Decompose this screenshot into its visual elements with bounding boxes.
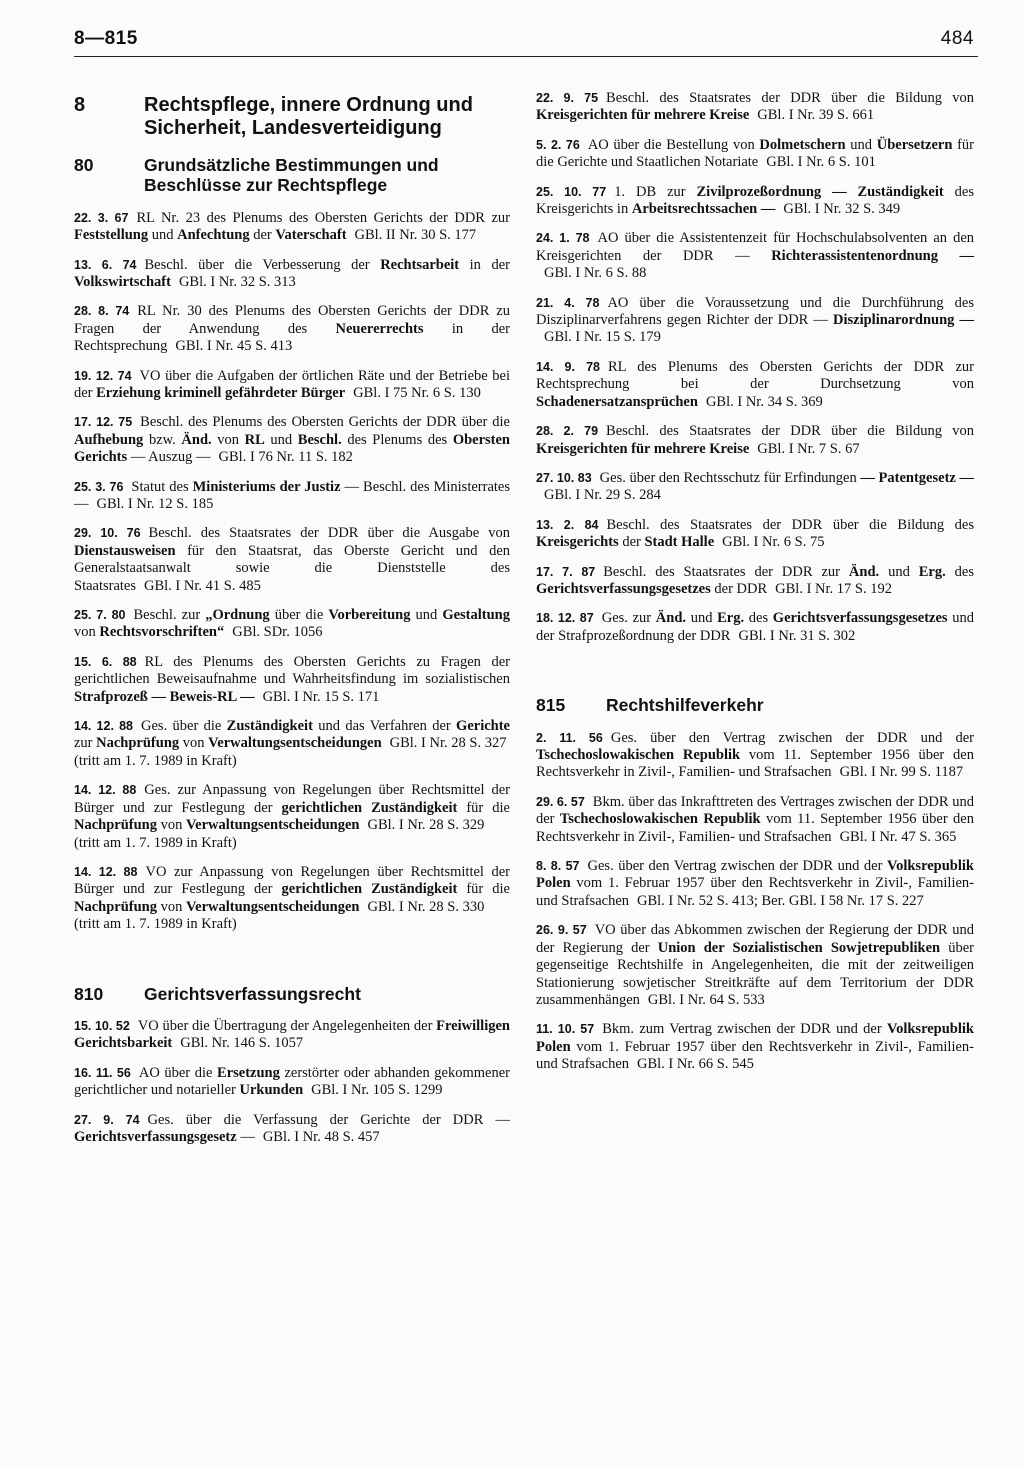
gazette-reference: GBl. I Nr. 7 S. 67 xyxy=(757,440,860,457)
entry-keyword: Feststellung xyxy=(74,227,149,244)
entry-keyword: Union der Sozialistischen Sowjetrepubliken xyxy=(657,939,941,956)
entry-text: VO über das Abkommen zwischen der Regierung der DDR und der Regierung der xyxy=(536,922,974,956)
entry-keyword: Kreisgerichts xyxy=(536,534,619,551)
entry-date: 27. 9. 74 xyxy=(74,1112,140,1127)
section-title: Rechtshilfeverkehr xyxy=(606,695,764,716)
legal-entry xyxy=(536,1021,974,1073)
entry-text: VO über die Übertragung der Angelegenheiten der xyxy=(137,1018,437,1034)
entry-text: Beschl. des Staatsrates der DDR zur xyxy=(603,563,849,580)
running-head-section: 8—815 xyxy=(74,28,138,49)
entry-date: 29. 6. 57 xyxy=(536,794,585,809)
entry-text: RL des Plenums des Obersten Gerichts der DDR zur Rechtsprechung bei der Durchsetzung von xyxy=(536,358,974,393)
entry-text: Bkm. zum Vertrag zwischen der DDR und der xyxy=(602,1021,887,1038)
entry-text: des xyxy=(945,563,974,580)
legal-entry xyxy=(536,184,974,219)
entry-keyword: RL xyxy=(244,431,265,448)
entry-date: 8. 8. 57 xyxy=(536,859,580,874)
entry-text: AO über die xyxy=(138,1064,218,1081)
entry-text: Beschl. des Staatsrates der DDR über die Bildung von xyxy=(606,423,975,440)
entry-text: und xyxy=(879,563,919,580)
section-heading-815 xyxy=(536,695,974,715)
left-column xyxy=(74,90,510,1158)
entry-keyword: Kreisgerichten für mehrere Kreise xyxy=(536,440,750,457)
entry-keyword: Volksrepublik Polen xyxy=(536,1021,974,1055)
entry-keyword: Strafprozeß — Beweis-RL — xyxy=(74,688,255,705)
entry-keyword: Zuständigkeit xyxy=(226,718,313,735)
effective-date-note: (tritt am 1. 7. 1989 in Kraft) xyxy=(74,834,237,851)
entry-text: von xyxy=(157,898,186,915)
entry-date: 11. 10. 57 xyxy=(536,1022,595,1037)
entry-text: in der Rechtsprechung xyxy=(74,320,510,355)
legal-entry xyxy=(74,864,510,934)
entry-keyword: — Patentgesetz — xyxy=(860,469,974,486)
entry-keyword: Rechtsvorschriften“ xyxy=(99,624,225,641)
gazette-reference: GBl. I Nr. 48 S. 457 xyxy=(262,1129,380,1146)
effective-date-note: (tritt am 1. 7. 1989 in Kraft) xyxy=(74,916,237,933)
entry-text: RL Nr. 30 des Plenums des Obersten Gerichts der DDR zu Fragen der Anwendung des xyxy=(74,303,510,337)
gazette-reference: GBl. I Nr. 6 S. 101 xyxy=(766,154,876,171)
entry-keyword: Ministeriums der Justiz xyxy=(192,478,341,495)
entry-date: 2. 11. 56 xyxy=(536,730,603,745)
legal-entry xyxy=(536,517,974,552)
entry-keyword: Anfechtung xyxy=(177,227,250,244)
entry-date: 19. 12. 74 xyxy=(74,368,132,383)
entry-date: 5. 2. 76 xyxy=(536,137,580,152)
gazette-reference: GBl. I Nr. 6 S. 88 xyxy=(544,265,647,282)
entry-text: zur xyxy=(74,735,97,752)
entry-keyword: Arbeitsrechtssachen — xyxy=(631,201,776,218)
page-number: 484 xyxy=(940,28,974,49)
legal-entry xyxy=(74,718,510,770)
legal-entry xyxy=(74,654,510,706)
entry-text: von xyxy=(179,735,209,752)
legal-entry xyxy=(74,782,510,852)
entry-text: und xyxy=(845,136,877,153)
legal-entry xyxy=(74,1018,510,1053)
entry-date: 26. 9. 57 xyxy=(536,923,587,938)
entry-text: über die xyxy=(269,607,329,624)
gazette-reference: GBl. I Nr. 64 S. 533 xyxy=(647,991,765,1008)
entry-text: vom 11. September 1956 über den Rechtsverkehr in Zivil-, Familien- und Strafsachen xyxy=(536,811,974,845)
legal-entry xyxy=(74,368,510,403)
section-title: Gerichtsverfassungsrecht xyxy=(144,983,361,1004)
entry-text: bzw. xyxy=(143,431,182,448)
entry-date: 27. 10. 83 xyxy=(536,470,592,485)
section-title: Rechtspflege, innere Ordnung und Sicherheit, Landesverteidigung xyxy=(144,94,473,140)
entry-date: 13. 2. 84 xyxy=(536,517,599,532)
entry-text: Beschl. des Plenums des Obersten Gerichts der DDR über die xyxy=(140,414,510,431)
entry-text: über gegenseitige Rechtshilfe in Angelegenheiten, die mit der zeitweiligen Stationierung sowjetischer Streitkräfte auf dem Territorium der DDR zusammenhängen xyxy=(536,939,974,1008)
entry-keyword: Nachprüfung xyxy=(74,817,157,834)
section-heading-810 xyxy=(74,984,510,1004)
entry-date: 17. 7. 87 xyxy=(536,564,596,579)
legal-entry xyxy=(74,1112,510,1147)
entry-keyword: Erziehung kriminell gefährdeter Bürger xyxy=(96,384,346,401)
entry-text: VO über die Aufgaben der örtlichen Räte und der Betriebe bei der xyxy=(74,367,510,401)
entry-keyword: Urkunden xyxy=(239,1082,304,1099)
entry-date: 22. 9. 75 xyxy=(536,91,599,105)
entry-keyword: gerichtlichen Zuständigkeit xyxy=(281,881,458,898)
entry-keyword: Änd. xyxy=(655,610,687,627)
header-rule xyxy=(74,56,978,57)
gazette-reference: GBl. I Nr. 28 S. 330 xyxy=(367,898,485,915)
entry-date: 13. 6. 74 xyxy=(74,257,137,272)
entry-keyword: Änd. xyxy=(848,563,880,580)
gazette-reference: GBl. I Nr. 105 S. 1299 xyxy=(311,1082,443,1099)
legal-entry xyxy=(536,858,974,910)
legal-entry xyxy=(536,564,974,599)
legal-entry xyxy=(536,230,974,282)
entry-keyword: Neuererrechts xyxy=(335,320,424,337)
gazette-reference: GBl. I Nr. 34 S. 369 xyxy=(705,393,823,410)
entry-date: 28. 2. 79 xyxy=(536,424,599,439)
entry-date: 14. 12. 88 xyxy=(74,783,137,798)
entry-text: AO über die Bestellung von xyxy=(587,136,760,153)
entry-text: des Plenums des xyxy=(341,431,453,448)
entry-text: — xyxy=(236,1129,255,1146)
entry-date: 25. 10. 77 xyxy=(536,184,607,199)
legal-entry xyxy=(74,1065,510,1100)
entry-text: Bkm. über das Inkrafttreten des Vertrages zwischen der DDR und der xyxy=(536,793,974,828)
legal-entry xyxy=(74,607,510,642)
entry-keyword: Volkswirtschaft xyxy=(74,273,171,290)
entry-keyword: Verwaltungsentscheidungen xyxy=(186,817,360,834)
entry-text: — Beschl. des Ministerrates — xyxy=(74,478,510,512)
entry-text: vom 1. Februar 1957 über den Rechtsverkehr in Zivil-, Familien- und Strafsachen xyxy=(536,875,974,909)
entry-keyword: Gerichte xyxy=(456,718,510,735)
gazette-reference: GBl. I Nr. 29 S. 284 xyxy=(544,487,661,504)
entry-keyword: Richterassistentenordnung — xyxy=(771,247,974,264)
entry-date: 16. 11. 56 xyxy=(74,1065,131,1080)
entry-keyword: Schadenersatzansprüchen xyxy=(536,393,698,410)
legal-entry xyxy=(536,295,974,347)
entry-date: 24. 1. 78 xyxy=(536,231,590,246)
gazette-reference: GBl. I Nr. 47 S. 365 xyxy=(839,828,957,845)
entry-keyword: Beschl. xyxy=(297,431,342,448)
entry-text: von xyxy=(157,817,186,834)
entry-keyword: Vaterschaft xyxy=(275,227,347,244)
entry-text: Beschl. des Staatsrates der DDR über die Ausgabe von xyxy=(148,525,511,542)
legal-entry xyxy=(536,423,974,458)
entry-text: der xyxy=(618,534,645,551)
entry-text: für die Gerichte und Staatlichen Notariate xyxy=(536,136,974,171)
entry-keyword: Aufhebung xyxy=(74,431,144,448)
gazette-reference: GBl. I Nr. 28 S. 329 xyxy=(367,817,485,834)
legal-entry xyxy=(536,137,974,172)
gazette-reference: GBl. I Nr. 12 S. 185 xyxy=(96,496,214,512)
entry-list xyxy=(536,90,974,645)
legal-entry xyxy=(74,303,510,355)
entry-text: und xyxy=(410,607,443,624)
legal-entry xyxy=(74,479,510,514)
entry-keyword: Obersten Gerichts xyxy=(74,431,510,466)
entry-text: Beschl. des Staatsrates der DDR über die Bildung des xyxy=(606,516,975,533)
right-column xyxy=(536,90,974,1086)
entry-text: und der Strafprozeßordnung der DDR xyxy=(536,610,974,644)
entry-date: 17. 12. 75 xyxy=(74,415,133,430)
gazette-reference: GBl. I Nr. 32 S. 349 xyxy=(783,201,901,218)
gazette-reference: GBl. I 75 Nr. 6 S. 130 xyxy=(353,384,481,401)
entry-text: von xyxy=(211,431,245,448)
entry-keyword: Nachprüfung xyxy=(74,898,157,915)
entry-text: Ges. über die Verfassung der Gerichte der DDR — xyxy=(147,1111,510,1128)
gazette-reference: GBl. I 76 Nr. 11 S. 182 xyxy=(218,449,353,466)
entry-keyword: Kreisgerichten für mehrere Kreise xyxy=(536,107,750,124)
entry-text: zerstörter oder abhanden gekommener gerichtlicher und notarieller xyxy=(74,1064,510,1099)
entry-date: 15. 10. 52 xyxy=(74,1019,130,1033)
effective-date-note: (tritt am 1. 7. 1989 in Kraft) xyxy=(74,752,237,769)
legal-entry xyxy=(536,730,974,782)
entry-keyword: Freiwilligen Gerichtsbarkeit xyxy=(74,1018,510,1052)
entry-date: 21. 4. 78 xyxy=(536,295,600,310)
entry-date: 29. 10. 76 xyxy=(74,526,141,541)
entry-keyword: Dienstausweisen xyxy=(74,542,176,559)
section-heading-80 xyxy=(74,155,510,196)
entry-keyword: Stadt Halle xyxy=(644,534,715,551)
entry-text: Beschl. über die Verbesserung der xyxy=(144,256,381,273)
entry-text: Ges. über den Vertrag zwischen der DDR und der xyxy=(587,858,887,875)
gazette-reference: GBl. SDr. 1056 xyxy=(232,624,323,641)
entry-list xyxy=(74,210,510,934)
entry-date: 14. 9. 78 xyxy=(536,359,600,374)
entry-keyword: Gestaltung xyxy=(442,607,510,624)
entry-keyword: Zivilprozeßordnung — Zuständigkeit xyxy=(696,183,944,200)
legal-entry xyxy=(536,922,974,1009)
section-number: 815 xyxy=(536,695,566,716)
gazette-reference: GBl. I Nr. 41 S. 485 xyxy=(144,577,261,594)
entry-text: für die xyxy=(457,799,510,816)
entry-text: der xyxy=(249,227,276,244)
section-number: 810 xyxy=(74,983,104,1004)
section-number: 8 xyxy=(74,94,86,116)
gazette-reference: GBl. I Nr. 66 S. 545 xyxy=(637,1056,754,1073)
entry-text: Beschl. zur xyxy=(133,607,206,624)
gazette-reference: GBl. I Nr. 6 S. 75 xyxy=(722,534,825,551)
legal-entry xyxy=(536,90,974,125)
entry-keyword: Änd. xyxy=(181,431,212,448)
entry-keyword: Volksrepublik Polen xyxy=(536,858,974,892)
legal-entry xyxy=(74,414,510,466)
gazette-reference: GBl. I Nr. 39 S. 661 xyxy=(757,107,875,124)
legal-entry xyxy=(74,257,510,292)
entry-text: VO zur Anpassung von Regelungen über Rechtsmittel der Bürger und zur Festlegung der xyxy=(74,863,511,898)
entry-keyword: Gerichtsverfassungsgesetzes xyxy=(536,580,711,597)
entry-date: 14. 12. 88 xyxy=(74,864,138,879)
entry-date: 28. 8. 74 xyxy=(74,304,130,319)
legal-entry xyxy=(536,610,974,645)
entry-keyword: Verwaltungsentscheidungen xyxy=(186,898,360,915)
entry-date: 18. 12. 87 xyxy=(536,611,594,626)
gazette-reference: GBl. Nr. 146 S. 1057 xyxy=(180,1035,304,1052)
legal-entry xyxy=(74,210,510,245)
gazette-reference: GBl. I Nr. 45 S. 413 xyxy=(175,338,293,355)
entry-text: und xyxy=(148,227,178,244)
entry-keyword: Erg. xyxy=(918,563,946,580)
legal-entry xyxy=(536,359,974,411)
gazette-reference: GBl. I Nr. 31 S. 302 xyxy=(738,627,856,644)
gazette-reference: GBl. II Nr. 30 S. 177 xyxy=(354,227,477,244)
section-heading-8 xyxy=(74,94,510,141)
entry-list xyxy=(536,730,974,1074)
gazette-reference: GBl. I Nr. 32 S. 313 xyxy=(178,273,296,290)
entry-text: von xyxy=(74,624,100,641)
gazette-reference: GBl. I Nr. 17 S. 192 xyxy=(775,580,892,597)
gazette-reference: GBl. I Nr. 52 S. 413; Ber. GBl. I 58 Nr. 17 S. 227 xyxy=(637,892,924,909)
entry-text: — Auszug — xyxy=(127,449,211,466)
legal-entry xyxy=(536,794,974,846)
entry-text: Ges. zur Anpassung von Regelungen über Rechtsmittel der Bürger und zur Festlegung der xyxy=(74,782,510,816)
entry-text: AO über die Voraussetzung und die Durchführung des Disziplinarverfahrens gegen Richter der DDR — xyxy=(536,294,974,329)
entry-text: AO über die Assistentenzeit für Hochschulabsolventen an den Kreisgerichten der DDR — xyxy=(536,230,974,264)
entry-text: und das Verfahren der xyxy=(312,718,457,735)
gazette-reference: GBl. I Nr. 15 S. 179 xyxy=(544,329,661,346)
entry-date: 22. 3. 67 xyxy=(74,210,129,225)
section-title: Grundsätzliche Bestimmungen und Beschlüsse zur Rechtspflege xyxy=(144,154,439,196)
entry-text: und xyxy=(686,610,718,627)
entry-list xyxy=(74,1018,510,1146)
entry-keyword: Dolmetschern xyxy=(759,136,846,153)
entry-date: 25. 7. 80 xyxy=(74,608,126,623)
entry-text: und xyxy=(264,431,298,448)
entry-date: 25. 3. 76 xyxy=(74,479,124,494)
entry-text: Ges. über die xyxy=(141,718,227,735)
entry-text: der DDR xyxy=(710,580,768,597)
entry-keyword: Gerichtsverfassungsgesetz xyxy=(74,1129,237,1146)
entry-keyword: Vorbereitung xyxy=(328,607,411,624)
entry-text: des Kreisgerichts in xyxy=(536,183,974,218)
gazette-reference: GBl. I Nr. 15 S. 171 xyxy=(262,688,380,705)
entry-keyword: Disziplinarordnung — xyxy=(833,312,974,329)
entry-text: RL des Plenums des Obersten Gerichts zu Fragen der gerichtlichen Beweisaufnahme und Wahrheitsfindung im sozialistischen xyxy=(74,653,511,688)
entry-text: Statut des xyxy=(131,478,193,495)
gazette-reference: GBl. I Nr. 99 S. 1187 xyxy=(839,764,964,781)
entry-keyword: gerichtlichen Zuständigkeit xyxy=(281,799,458,816)
entry-keyword: Tschechoslowakischen Republik xyxy=(536,747,741,764)
legal-entry xyxy=(536,470,974,505)
entry-text: in der xyxy=(459,256,510,273)
entry-keyword: Ersetzung xyxy=(217,1064,280,1081)
entry-text: vom 11. September 1956 über den Rechtsverkehr in Zivil-, Familien- und Strafsachen xyxy=(536,747,974,781)
entry-date: 15. 6. 88 xyxy=(74,654,137,669)
entry-keyword: Verwaltungsentscheidungen xyxy=(208,735,382,752)
entry-keyword: Gerichtsverfassungsgesetzes xyxy=(772,610,948,627)
entry-keyword: Übersetzern xyxy=(876,136,953,153)
entry-text: des xyxy=(744,610,773,627)
entry-keyword: Tschechoslowakischen Republik xyxy=(559,811,761,828)
entry-text: Ges. zur xyxy=(601,610,656,627)
gazette-reference: GBl. I Nr. 28 S. 327 xyxy=(389,735,507,752)
entry-text: für die xyxy=(457,881,510,898)
entry-text: Beschl. des Staatsrates der DDR über die Bildung von xyxy=(606,90,975,106)
section-number: 80 xyxy=(74,154,94,175)
entry-text: Ges. über den Rechtsschutz für Erfindungen xyxy=(599,469,861,486)
legal-entry xyxy=(74,525,510,595)
entry-keyword: Rechtsarbeit xyxy=(380,256,460,273)
entry-date: 14. 12. 88 xyxy=(74,719,134,734)
entry-text: für den Staatsrat, das Oberste Gericht und den Generalstaatsanwalt sowie die Dienststelle des Staatsrates xyxy=(74,542,510,594)
entry-text: vom 1. Februar 1957 über den Rechtsverkehr in Zivil-, Familien- und Strafsachen xyxy=(536,1038,974,1073)
entry-keyword: „Ordnung xyxy=(205,607,270,624)
entry-text: Ges. über den Vertrag zwischen der DDR und der xyxy=(610,729,974,746)
entry-keyword: Nachprüfung xyxy=(96,735,180,752)
entry-text: RL Nr. 23 des Plenums des Obersten Gerichts der DDR zur xyxy=(136,209,510,226)
entry-text: 1. DB zur xyxy=(614,183,697,200)
entry-keyword: Erg. xyxy=(717,610,745,627)
